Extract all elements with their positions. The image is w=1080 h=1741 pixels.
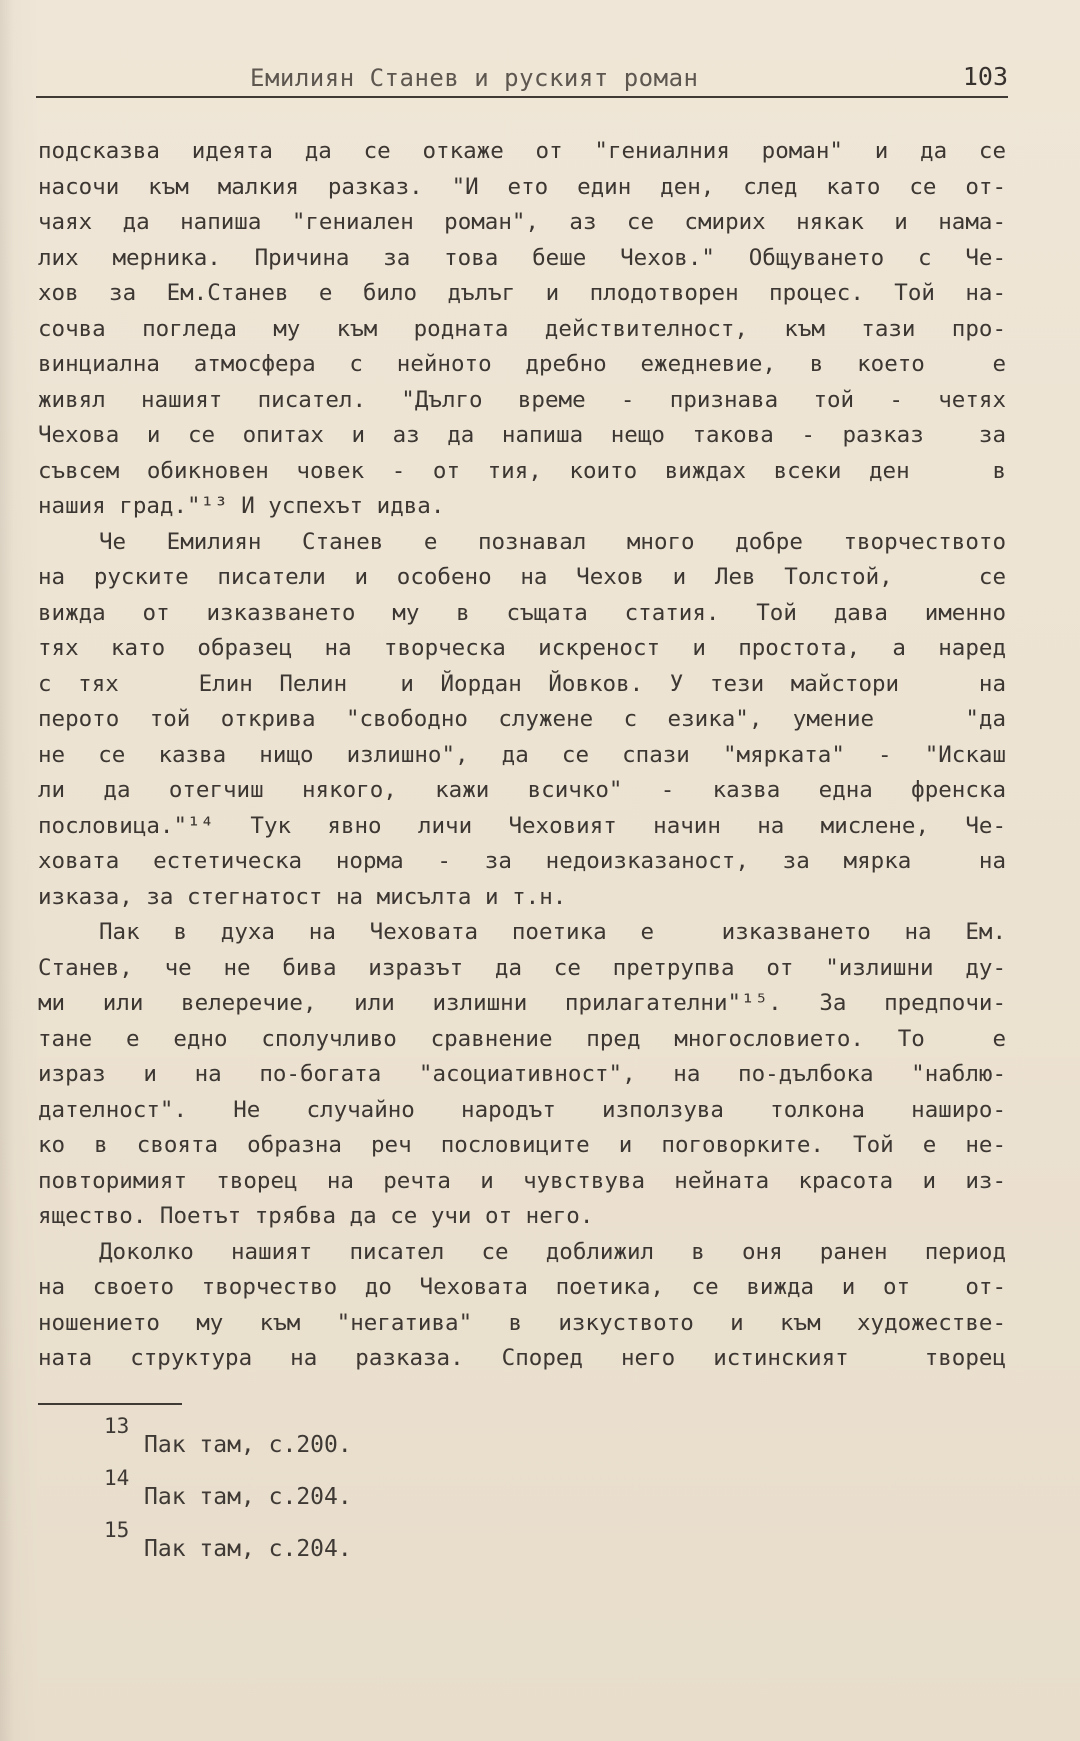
text-line: дателност". Не случайно народът използува толкона нашиpo- xyxy=(38,1096,1006,1123)
footnote-text: Пак там, с.204. xyxy=(144,1536,352,1562)
footnote-text: Пак там, с.204. xyxy=(144,1484,352,1510)
header-rule xyxy=(36,96,1008,98)
body-text xyxy=(38,134,1006,1377)
footnote-rule xyxy=(38,1403,182,1405)
text-line: Че Емилиян Станев е познавал много добре творчеството xyxy=(99,528,1006,555)
footnotes xyxy=(104,1414,504,1570)
text-line: ната структура на разказа. Според него истинският творец xyxy=(38,1345,1006,1371)
text-line: ховата естетическа норма - за недоизказаност, за мярка на xyxy=(38,848,1006,874)
footnote-text: Пак там, с.200. xyxy=(144,1432,352,1458)
footnote-15 xyxy=(104,1518,504,1570)
text-line: изказа, за стегнатост на мисълта и т.н. xyxy=(38,883,567,910)
text-line: живял нашият писател. "Дълго време - признава той - четях xyxy=(38,386,1006,413)
text-line: тане е едно сполучливо сравнение пред многословието. То е xyxy=(38,1025,1006,1052)
text-line: сочва погледа му към родната действителност, към тази про- xyxy=(38,315,1006,342)
text-line: ли да отегчиш някого, кажи всичко" - казва една френска xyxy=(38,777,1006,803)
text-line: Доколко нашият писател се доближил в оня ранен период xyxy=(99,1238,1006,1265)
text-line: повторимият творец на речта и чувствува нейната красота и из- xyxy=(38,1167,1006,1194)
text-line: вижда от изказването му в същата статия. Той дава именно xyxy=(38,599,1006,626)
paragraph-1 xyxy=(38,134,1006,525)
text-line: израз и на по-богата "асоциативност", на по-дълбока "наблю- xyxy=(38,1061,1006,1087)
footnote-13 xyxy=(104,1414,504,1466)
footnote-number: 14 xyxy=(104,1466,130,1490)
text-line: Чехова и се опитах и аз да напиша нещо такова - разказ за xyxy=(38,422,1006,448)
text-line: не се казва нищо излишно", да се спази "мярката" - "Искаш xyxy=(38,741,1006,768)
text-line: нашия град."¹³ И успехът идва. xyxy=(38,493,445,519)
text-line: ношението му към "негатива" в изкуството и към художестве- xyxy=(38,1309,1006,1336)
text-line: чаях да напиша "гениален роман", аз се смирих някак и нама- xyxy=(38,209,1006,235)
paragraph-3 xyxy=(38,915,1006,1235)
text-line: тях като образец на творческа искреност и простота, а наред xyxy=(38,635,1006,661)
footnote-number: 13 xyxy=(104,1414,130,1438)
text-line: хов за Ем.Станев е било дълъг и плодотворен процес. Той на- xyxy=(38,280,1006,306)
running-header xyxy=(36,58,1008,98)
text-line: ми или велеречие, или излишни прилагателни"¹⁵. За предпочи- xyxy=(38,990,1006,1016)
paragraph-2 xyxy=(38,525,1006,916)
text-line: ко в своята образна реч пословиците и поговорките. Той е не- xyxy=(38,1132,1006,1158)
footnote-number: 15 xyxy=(104,1518,130,1542)
text-line: лих мерника. Причина за това беше Чехов." Общуването с Че- xyxy=(38,244,1006,271)
text-line: перото той открива "свободно служене с езика", умение "да xyxy=(38,706,1006,732)
text-line: подсказва идеята да се откаже от "гениалния роман" и да се xyxy=(38,138,1006,164)
text-line: Пак в духа на Чеховата поетика е изказването на Ем. xyxy=(99,919,1006,945)
text-line: винциална атмосфера с нейното дребно ежедневие, в което е xyxy=(38,351,1006,377)
running-title: Емилиян Станев и руският роман xyxy=(250,64,699,92)
text-line: Станев, че не бива изразът да се претрупва от "излишни ду- xyxy=(38,954,1006,981)
text-line: пословица."¹⁴ Тук явно личи Чеховият начин на мислене, Че- xyxy=(38,812,1006,839)
text-line: с тях Елин Пелин и Йордан Йовков. У тези майстори на xyxy=(38,670,1006,697)
text-line: насочи към малкия разказ. "И ето един ден, след като се от- xyxy=(38,173,1006,200)
text-line: съвсем обикновен човек - от тия, които виждах всеки ден в xyxy=(38,457,1006,484)
text-line: на своето творчество до Чеховата поетика, се вижда и от от- xyxy=(38,1274,1006,1300)
footnote-14 xyxy=(104,1466,504,1518)
paragraph-4 xyxy=(38,1235,1006,1377)
text-line: ящество. Поетът трябва да се учи от него. xyxy=(38,1203,594,1229)
page-number: 103 xyxy=(962,62,1008,91)
text-line: на руските писатели и особено на Чехов и Лев Толстой, се xyxy=(38,564,1006,590)
